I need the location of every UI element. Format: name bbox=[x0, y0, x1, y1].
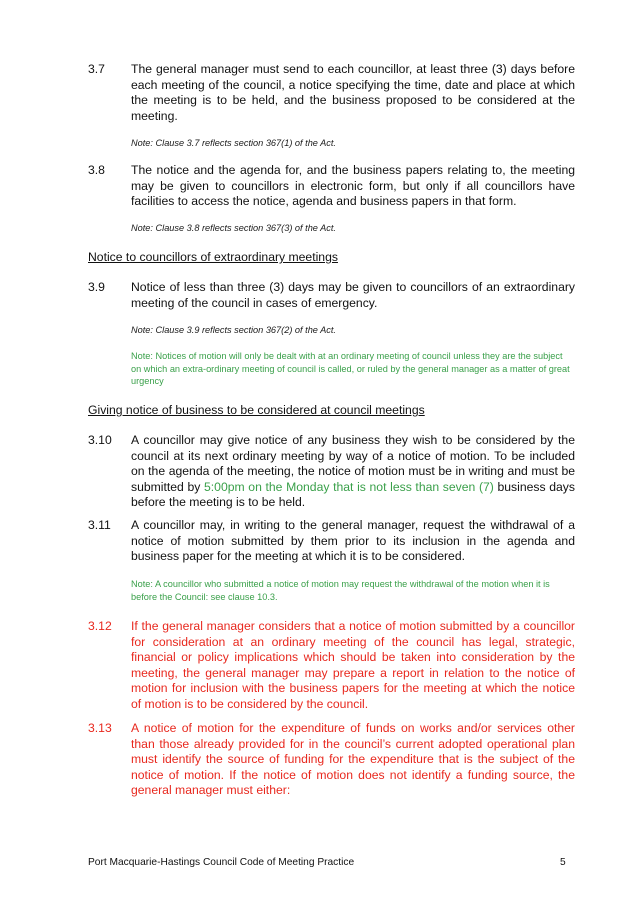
clause-text: The general manager must send to each councillor, at least three (3) days before each meeting of the council, a notice specifying the time, date and place at which the meeting is to be held, and the business proposed to be considered at the meeting. bbox=[131, 62, 575, 123]
section-heading-business: Giving notice of business to be considered at council meetings bbox=[88, 403, 425, 417]
clause-3-7 bbox=[88, 62, 575, 124]
clause-3-8-note: Note: Clause 3.8 reflects section 367(3) of the Act. bbox=[131, 223, 336, 233]
clause-text: The notice and the agenda for, and the business papers relating to, the meeting may be given to councillors in electronic form, but only if all councillors have facilities to access the notice, agenda and business papers in that form. bbox=[131, 163, 575, 209]
clause-number: 3.12 bbox=[88, 619, 112, 633]
section-heading-extraordinary: Notice to councillors of extraordinary meetings bbox=[88, 250, 338, 264]
clause-number: 3.7 bbox=[88, 62, 105, 76]
clause-text: A councillor may, in writing to the general manager, request the withdrawal of a notice of motion submitted by them prior to its inclusion in the agenda and business paper for the meeting at which it is to be considered. bbox=[131, 518, 575, 564]
clause-text: A notice of motion for the expenditure of funds on works and/or services other than those already provided for in the council’s current adopted operational plan must identify the source of funding for the expenditure that is the subject of the notice of motion. If the notice of motion does not identify a funding source, the general manager must either: bbox=[131, 721, 575, 798]
clause-text bbox=[131, 433, 575, 511]
clause-text: Notice of less than three (3) days may be given to councillors of an extraordinary meeting of the council in cases of emergency. bbox=[131, 280, 575, 310]
amended-deadline-text: 5:00pm on the Monday that is not less than seven (7) bbox=[204, 479, 494, 494]
clause-3-11-green-note: Note: A councillor who submitted a notice of motion may request the withdrawal of the motion when it is before the Council: see clause 10.3. bbox=[131, 579, 550, 602]
clause-number: 3.9 bbox=[88, 280, 105, 294]
clause-number: 3.8 bbox=[88, 163, 105, 177]
clause-text-part: business days before the meeting is to be held. bbox=[131, 479, 575, 510]
clause-3-9 bbox=[88, 280, 575, 311]
clause-3-10 bbox=[88, 433, 575, 511]
clause-3-9-green-note: Note: Notices of motion will only be dealt with at an ordinary meeting of council unless they are the subject on which an extra-ordinary meeting of council is called, or ruled by the general manager as a matter of great urgency bbox=[131, 351, 570, 386]
clause-3-11 bbox=[88, 518, 575, 565]
footer-title: Port Macquarie-Hastings Council Code of Meeting Practice bbox=[88, 857, 355, 868]
clause-3-13 bbox=[88, 721, 575, 799]
clause-number: 3.10 bbox=[88, 433, 112, 447]
clause-3-12 bbox=[88, 619, 575, 713]
clause-text-part: A councillor may give notice of any business they wish to be considered by the council at its next ordinary meeting by way of a notice of motion. To be included on the agenda of the meeting, the notice of motion must be in writing and must be submitted by bbox=[131, 433, 575, 494]
clause-3-7-note: Note: Clause 3.7 reflects section 367(1) of the Act. bbox=[131, 138, 336, 148]
clause-3-9-note: Note: Clause 3.9 reflects section 367(2) of the Act. bbox=[131, 325, 336, 335]
page-number: 5 bbox=[560, 857, 566, 868]
clause-text: If the general manager considers that a notice of motion submitted by a councillor for consideration at an ordinary meeting of the council has legal, strategic, financial or policy implications which should be taken into consideration by the meeting, the general manager may prepare a report in relation to the notice of motion for inclusion with the business papers for the meeting at which the notice of motion is to be considered by the council. bbox=[131, 619, 575, 711]
clause-number: 3.13 bbox=[88, 721, 112, 735]
clause-3-8 bbox=[88, 163, 575, 210]
clause-number: 3.11 bbox=[88, 518, 111, 532]
